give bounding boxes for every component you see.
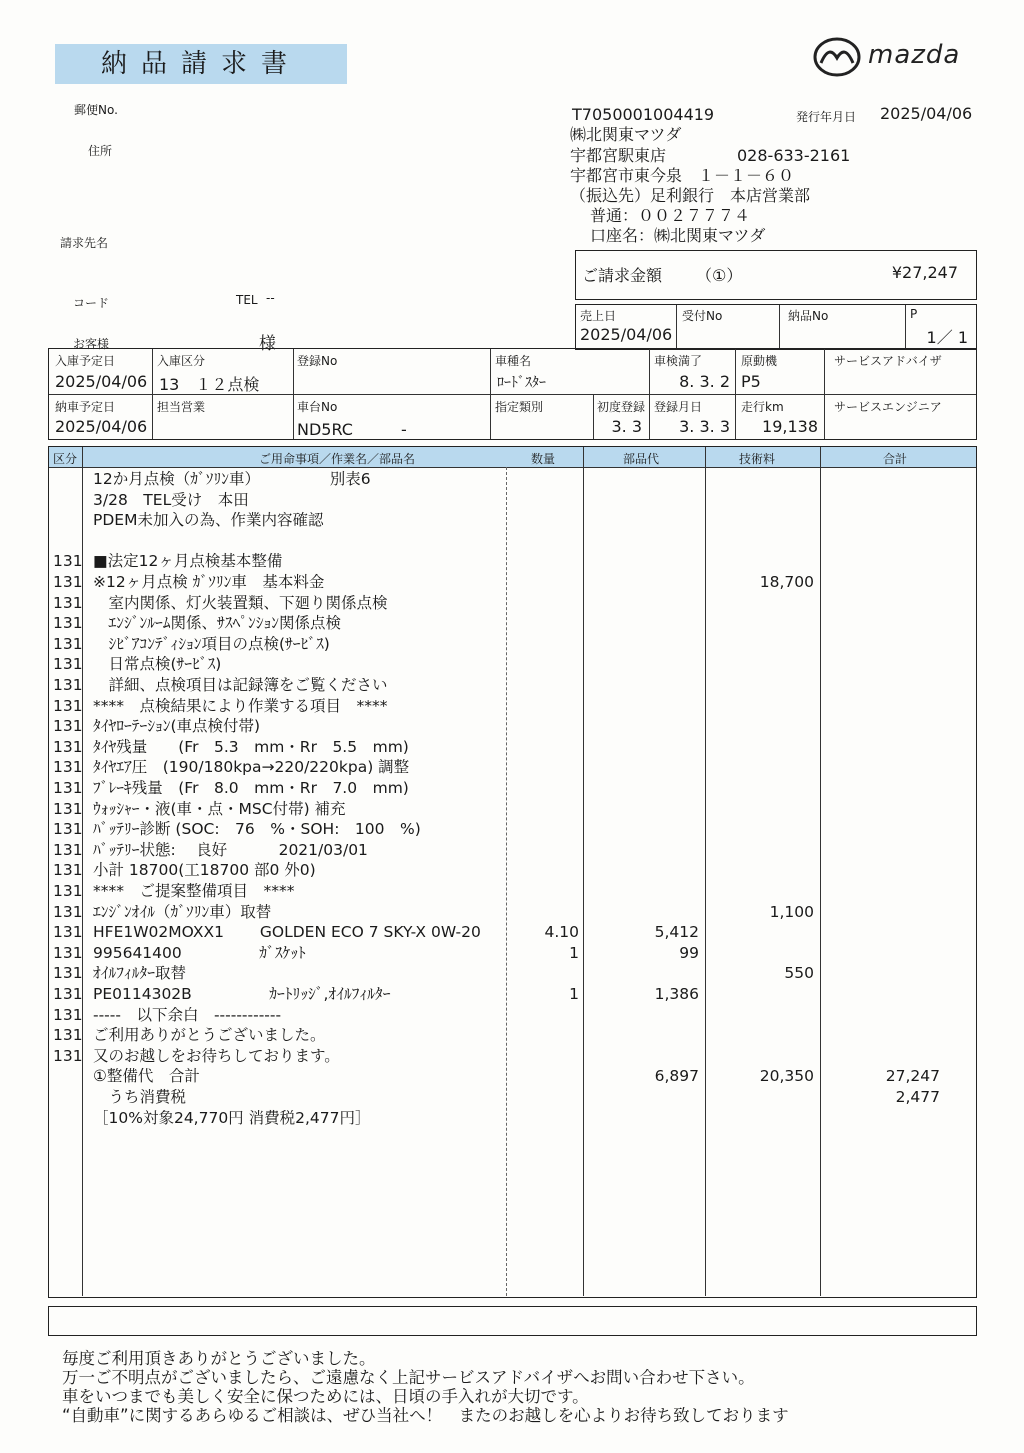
row-code: 131 xyxy=(53,634,83,653)
row-tech: 18,700 xyxy=(759,573,814,591)
row-total: 27,247 xyxy=(885,1067,940,1086)
row-code: 131 xyxy=(53,552,83,571)
sales-rep-label: 担当営業 xyxy=(157,400,206,414)
table-row xyxy=(53,737,973,757)
row-description: 995641400 ｶﾞｽｹｯﾄ xyxy=(93,943,306,962)
table-row xyxy=(53,860,973,880)
row-code: 131 xyxy=(53,758,83,777)
page-label: P xyxy=(910,307,918,321)
table-row xyxy=(53,572,973,592)
row-description: 小計 18700(工18700 部0 外0) xyxy=(93,861,316,880)
bank-account: 普通：００２７７７４ xyxy=(590,206,751,225)
issue-date-label: 発行年月日 xyxy=(796,110,857,124)
row-code: 131 xyxy=(53,593,83,612)
row-code: 131 xyxy=(53,820,83,839)
row-code: 131 xyxy=(53,943,83,962)
row-qty: 1 xyxy=(569,943,579,962)
table-row xyxy=(53,510,973,530)
row-code: 131 xyxy=(53,779,83,797)
inspection-label: 車検満了 xyxy=(654,354,703,368)
row-description: ｵｲﾙﾌｨﾙﾀｰ取替 xyxy=(93,964,187,983)
first-reg-label: 初度登録 xyxy=(597,400,646,414)
customer-honorific: 様 xyxy=(259,334,276,354)
table-header xyxy=(49,447,976,468)
row-description: ﾊﾞｯﾃﾘｰ診断 (SOC: 76 %・SOH: 100 %) xyxy=(93,820,421,839)
sale-date-label: 売上日 xyxy=(580,309,617,323)
table-row xyxy=(53,675,973,695)
document-title: 納品請求書 xyxy=(55,44,347,84)
table-row xyxy=(53,984,973,1004)
row-parts: 5,412 xyxy=(654,923,699,942)
tel-value: -- xyxy=(266,291,275,305)
row-parts: 6,897 xyxy=(654,1067,699,1086)
chassis-label: 車台No xyxy=(297,400,338,414)
table-row xyxy=(53,1066,973,1086)
issue-date: 2025/04/06 xyxy=(880,104,973,123)
inspection-expiry: 8. 3. 2 xyxy=(679,372,730,391)
row-description: PDEM未加入の為、作業内容確認 xyxy=(93,511,324,530)
row-code: 131 xyxy=(53,573,83,591)
table-row xyxy=(53,613,973,633)
engine: P5 xyxy=(741,372,761,391)
row-description: ----- 以下余白 ------------ xyxy=(93,1005,282,1024)
header-kubun: 区分 xyxy=(53,452,78,466)
tel-label: TEL xyxy=(236,293,258,307)
row-code: 131 xyxy=(53,696,83,715)
row-description: **** 点検結果により作業する項目 **** xyxy=(93,696,388,715)
row-tech: 550 xyxy=(784,964,814,983)
chassis-no: ND5RC - xyxy=(297,420,407,439)
table-row xyxy=(53,696,973,716)
row-description: ｼﾋﾞｱｺﾝﾃﾞｨｼｮﾝ項目の点検(ｻｰﾋﾞｽ) xyxy=(93,634,330,653)
postal-label: 郵便No. xyxy=(74,103,118,117)
row-description: PE0114302B ｶｰﾄﾘｯｼﾞ,ｵｲﾙﾌｨﾙﾀｰ xyxy=(93,985,391,1003)
header-parts: 部品代 xyxy=(623,452,660,466)
row-code: 131 xyxy=(53,1026,83,1045)
sale-date: 2025/04/06 xyxy=(580,325,673,344)
issuer-company: ㈱北関東マツダ xyxy=(570,125,682,144)
row-description: ﾀｲﾔｴｱ圧 (190/180kpa→220/220kpa) 調整 xyxy=(93,758,410,777)
mazda-emblem-icon xyxy=(812,36,862,78)
table-row xyxy=(53,490,973,510)
table-row xyxy=(53,716,973,736)
row-description: ｴﾝｼﾞﾝﾙｰﾑ関係、ｻｽﾍﾟﾝｼｮﾝ関係点検 xyxy=(93,614,342,633)
mileage-label: 走行km xyxy=(741,400,784,414)
row-description: ｴﾝｼﾞﾝｵｲﾙ（ｶﾞｿﾘﾝ車）取替 xyxy=(93,902,272,921)
row-code: 131 xyxy=(53,1046,83,1065)
header-qty: 数量 xyxy=(531,452,556,466)
in-type: 13 １２点検 xyxy=(159,375,260,394)
row-description: ①整備代 合計 xyxy=(93,1067,200,1086)
row-description: **** ご提案整備項目 **** xyxy=(93,882,295,900)
delivery-no-label: 納品No xyxy=(788,309,829,323)
row-description: ﾀｲﾔ残量 (Fr 5.3 mm・Rr 5.5 mm) xyxy=(93,737,409,756)
address-label: 住所 xyxy=(88,144,113,158)
page-number: 1／ 1 xyxy=(926,328,968,347)
remarks-box xyxy=(48,1306,977,1336)
header-desc: ご用命事項／作業名／部品名 xyxy=(259,452,416,466)
row-description: ﾀｲﾔﾛｰﾃｰｼｮﾝ(車点検付帯) xyxy=(93,717,261,736)
table-row xyxy=(53,757,973,777)
row-code: 131 xyxy=(53,1005,83,1024)
table-row xyxy=(53,1046,973,1066)
service-engineer-label: サービスエンジニア xyxy=(834,400,942,414)
table-row xyxy=(53,1108,973,1128)
out-date-label: 納車予定日 xyxy=(55,400,116,414)
row-code: 131 xyxy=(53,964,83,983)
row-description: ｳｫｯｼｬｰ・液(車・点・MSC付帯) 補充 xyxy=(93,799,346,818)
footer-message xyxy=(62,1349,789,1425)
row-description: ［10%対象24,770円 消費税2,477円］ xyxy=(93,1108,371,1127)
row-description: ﾊﾞｯﾃﾘｰ状態: 良好 2021/03/01 xyxy=(93,840,368,859)
table-row xyxy=(53,1025,973,1045)
row-description: 3/28 TEL受け 本田 xyxy=(93,490,249,509)
row-description: 日常点検(ｻｰﾋﾞｽ) xyxy=(93,655,222,674)
row-description: 室内関係、灯火装置類、下廻り関係点検 xyxy=(93,593,388,612)
row-qty: 1 xyxy=(569,985,579,1003)
table-row xyxy=(53,943,973,963)
row-description: 又のお越しをお待ちしております。 xyxy=(93,1046,340,1065)
row-qty: 4.10 xyxy=(544,923,579,942)
mazda-logo xyxy=(812,36,984,78)
table-row xyxy=(53,634,973,654)
row-description: ご利用ありがとうございました。 xyxy=(93,1026,326,1045)
brand-wordmark: mazda xyxy=(868,40,961,70)
sale-info-box xyxy=(575,304,977,350)
footer-line: “自動車”に関するあらゆるご相談は、ぜひ当社へ！ またのお越しを心よりお待ち致しております xyxy=(62,1406,789,1425)
row-code: 131 xyxy=(53,840,83,859)
engine-label: 原動機 xyxy=(741,354,778,368)
bank-info: （振込先）足利銀行 本店営業部 xyxy=(570,186,811,205)
out-date: 2025/04/06 xyxy=(55,417,148,436)
row-description: ■法定12ヶ月点検基本整備 xyxy=(93,552,283,571)
first-registration: 3. 3 xyxy=(611,417,642,436)
service-advisor-label: サービスアドバイザ xyxy=(834,354,942,368)
reg-no-label: 登録No xyxy=(297,354,338,368)
row-code: 131 xyxy=(53,717,83,736)
table-row xyxy=(53,778,973,798)
row-code: 131 xyxy=(53,882,83,900)
row-code: 131 xyxy=(53,923,83,942)
receipt-no-label: 受付No xyxy=(682,309,723,323)
issuer-branch: 宇都宮駅東店 xyxy=(570,146,667,165)
issuer-address: 宇都宮市東今泉 １－１－６０ xyxy=(570,166,795,185)
row-description: 12か月点検（ｶﾞｿﾘﾝ車） 別表6 xyxy=(93,470,371,488)
table-row xyxy=(53,902,973,922)
table-row xyxy=(53,819,973,839)
row-code: 131 xyxy=(53,737,83,756)
in-type-label: 入庫区分 xyxy=(157,354,206,368)
issuer-phone: 028-633-2161 xyxy=(737,146,851,165)
footer-line: 万一ご不明点がございましたら、ご遠慮なく上記サービスアドバイザへお問い合わせ下さい。 xyxy=(62,1368,755,1387)
billing-amount-mark: （①） xyxy=(696,266,743,285)
row-code: 131 xyxy=(53,902,83,921)
footer-line: 車をいつまでも美しく安全に保つためには、日頃の手入れが大切です。 xyxy=(62,1387,589,1406)
table-row xyxy=(53,881,973,901)
row-description: ﾌﾞﾚｰｷ残量 (Fr 8.0 mm・Rr 7.0 mm) xyxy=(93,779,409,797)
table-row xyxy=(53,963,973,983)
table-row xyxy=(53,922,973,942)
table-row xyxy=(53,551,973,571)
table-row xyxy=(53,1087,973,1107)
table-row xyxy=(53,799,973,819)
row-code: 131 xyxy=(53,861,83,880)
registration-number: T7050001004419 xyxy=(572,105,715,124)
row-code: 131 xyxy=(53,985,83,1003)
row-description: 詳細、点検項目は記録簿をご覧ください xyxy=(93,676,388,694)
mileage: 19,138 xyxy=(762,417,818,436)
row-tech: 20,350 xyxy=(759,1067,814,1086)
footer-line: 毎度ご利用頂きありがとうございました。 xyxy=(62,1349,376,1368)
reg-month: 3. 3. 3 xyxy=(679,417,730,436)
customer-label: お客様 xyxy=(73,337,110,351)
row-code: 131 xyxy=(53,614,83,633)
code-label: コード xyxy=(73,296,110,310)
billing-to-label: 請求先名 xyxy=(60,236,109,250)
bank-account-name: 口座名：㈱北関東マツダ xyxy=(590,226,766,245)
row-description: ※12ヶ月点検 ｶﾞｿﾘﾝ車 基本料金 xyxy=(93,573,325,591)
row-description: HFE1W02MOXX1 GOLDEN ECO 7 SKY-X 0W-20 xyxy=(93,923,481,942)
header-tech: 技術料 xyxy=(739,452,776,466)
in-date: 2025/04/06 xyxy=(55,372,148,391)
row-code: 131 xyxy=(53,655,83,674)
table-row xyxy=(53,1005,973,1025)
reg-month-label: 登録月日 xyxy=(654,400,703,414)
billing-amount-value: ¥27,247 xyxy=(891,263,958,282)
row-parts: 1,386 xyxy=(654,985,699,1003)
row-total: 2,477 xyxy=(895,1088,940,1106)
in-date-label: 入庫予定日 xyxy=(55,354,116,368)
header-total: 合計 xyxy=(883,452,908,466)
table-row xyxy=(53,654,973,674)
row-code: 131 xyxy=(53,676,83,694)
table-row xyxy=(53,840,973,860)
row-tech: 1,100 xyxy=(769,902,814,921)
table-row xyxy=(53,531,973,551)
model: ﾛｰﾄﾞｽﾀｰ xyxy=(497,375,546,391)
model-label: 車種名 xyxy=(495,354,532,368)
row-description: うち消費税 xyxy=(93,1088,187,1106)
row-code: 131 xyxy=(53,799,83,818)
table-row xyxy=(53,469,973,489)
vehicle-info-grid xyxy=(48,348,977,440)
billing-amount-box xyxy=(575,250,977,300)
designation-label: 指定類別 xyxy=(495,400,544,414)
table-row xyxy=(53,593,973,613)
billing-amount-label: ご請求金額 xyxy=(582,266,663,285)
row-parts: 99 xyxy=(679,943,699,962)
